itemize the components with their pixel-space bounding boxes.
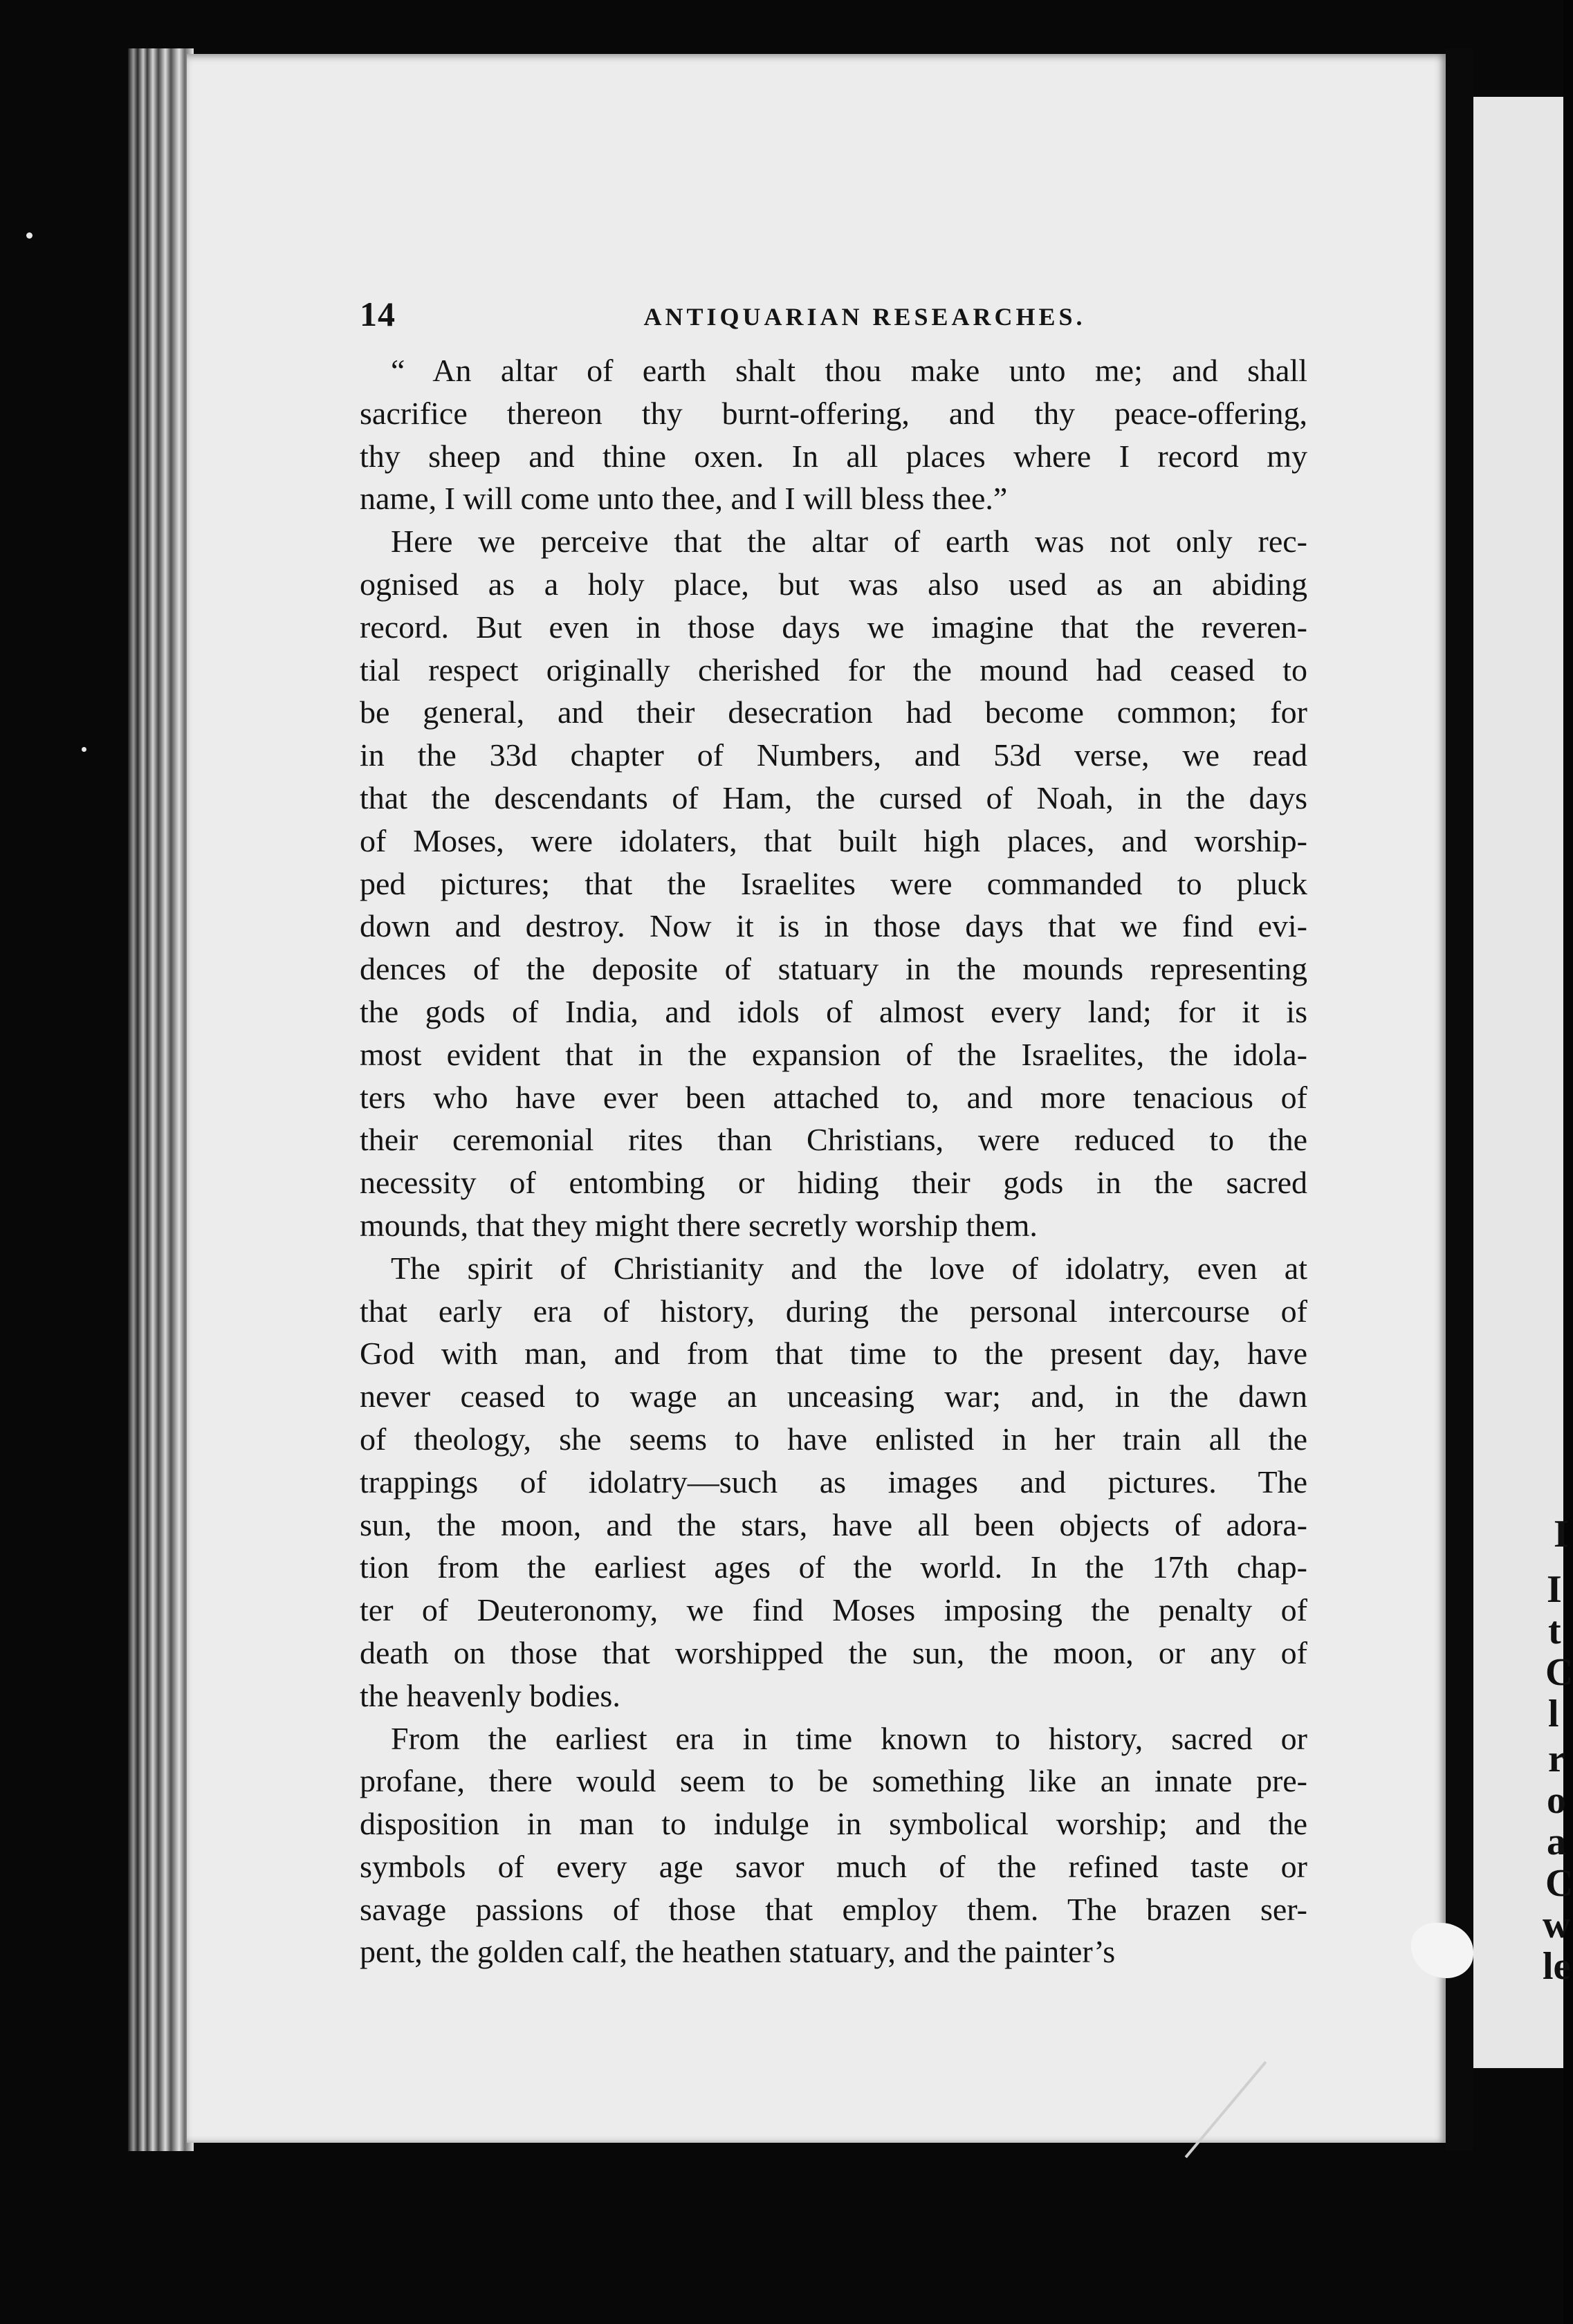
text-line: sacrifice thereon thy burnt-offering, and thy peace-offering, [360, 395, 1307, 431]
text-line: name, I will come unto thee, and I will bless thee.” [360, 481, 1008, 517]
text-line: tion from the earliest ages of the world. In the 17th chap- [360, 1549, 1307, 1585]
text-line: dences of the deposite of statuary in the mounds representing [360, 951, 1307, 987]
text-line: that early era of history, during the personal intercourse of [360, 1293, 1307, 1329]
text-line: ter of Deuteronomy, we find Moses imposing the penalty of [360, 1592, 1307, 1628]
text-line: ters who have ever been attached to, and more tenacious of [360, 1079, 1307, 1115]
text-line: of theology, she seems to have enlisted in her train all the [360, 1421, 1307, 1457]
text-line: most evident that in the expansion of the Israelites, the idola- [360, 1036, 1307, 1072]
dust-speck [82, 747, 86, 752]
page-number: 14 [360, 295, 396, 333]
text-line: death on those that worshipped the sun, the moon, or any of [360, 1634, 1307, 1670]
facing-page-fragment: C [1545, 1651, 1573, 1694]
facing-page-edge [1473, 97, 1573, 2068]
dust-speck [26, 232, 33, 239]
text-line: symbols of every age savor much of the refined taste or [360, 1848, 1307, 1884]
facing-page-fragment: le [1543, 1945, 1571, 1988]
text-line: trappings of idolatry—such as images and pictures. The [360, 1464, 1307, 1500]
facing-page-fragment: r [1548, 1737, 1565, 1780]
text-line: pent, the golden calf, the heathen statuary, and the painter’s [360, 1934, 1116, 1970]
text-line: God with man, and from that time to the present day, have [360, 1336, 1307, 1372]
text-line: The spirit of Christianity and the love of idolatry, even at [391, 1250, 1307, 1286]
text-line: profane, there would seem to be something like an innate pre- [360, 1763, 1307, 1799]
text-line: never ceased to wage an unceasing war; and, in the dawn [360, 1378, 1307, 1414]
page-header [360, 294, 1307, 349]
facing-page-fragment: o [1547, 1779, 1566, 1822]
paragraph [360, 1247, 1307, 1717]
running-head: ANTIQUARIAN RESEARCHES. [643, 303, 1086, 331]
facing-page-fragment: w [1543, 1903, 1571, 1946]
text-line: sun, the moon, and the stars, have all been objects of adora- [360, 1506, 1307, 1542]
text-line: the heavenly bodies. [360, 1677, 620, 1713]
facing-page-fragment: a [1547, 1820, 1566, 1863]
text-line: of Moses, were idolaters, that built high places, and worship- [360, 822, 1307, 858]
text-line: in the 33d chapter of Numbers, and 53d verse, we read [360, 737, 1307, 773]
facing-page-fragment: l [1548, 1693, 1559, 1735]
facing-page-fragment: I [1554, 1513, 1569, 1556]
text-line: savage passions of those that employ them. The brazen ser- [360, 1891, 1307, 1927]
page-text [360, 294, 1307, 1973]
text-line: record. But even in those days we imagine that the reveren- [360, 609, 1307, 645]
text-line: Here we perceive that the altar of earth was not only rec- [391, 524, 1307, 560]
text-line: that the descendants of Ham, the cursed of Noah, in the days [360, 780, 1307, 815]
text-line: From the earliest era in time known to history, sacred or [391, 1720, 1307, 1756]
page-gap [1446, 48, 1473, 2151]
text-line: tial respect originally cherished for the mound had ceased to [360, 652, 1307, 688]
facing-page-fragment: I [1547, 1568, 1562, 1611]
text-line: their ceremonial rites than Christians, were reduced to the [360, 1122, 1307, 1158]
text-line: thy sheep and thine oxen. In all places where I record my [360, 438, 1307, 474]
text-line: down and destroy. Now it is in those days that we find evi- [360, 908, 1307, 944]
text-line: ped pictures; that the Israelites were commanded to pluck [360, 865, 1307, 901]
text-line: mounds, that they might there secretly worship them. [360, 1207, 1038, 1243]
text-line: ognised as a holy place, but was also used as an abiding [360, 566, 1307, 602]
text-line: be general, and their desecration had become common; for [360, 694, 1307, 730]
facing-page-fragment: C [1545, 1862, 1573, 1905]
facing-page-fragment: t [1548, 1610, 1561, 1652]
text-line: “ An altar of earth shalt thou make unto me; and shall [391, 353, 1307, 388]
text-line: necessity of entombing or hiding their gods in the sacred [360, 1165, 1307, 1201]
paragraph [360, 349, 1307, 520]
body-text [360, 349, 1307, 1973]
paragraph [360, 520, 1307, 1247]
text-line: the gods of India, and idols of almost every land; for it is [360, 993, 1307, 1029]
paragraph [360, 1717, 1307, 1974]
book-gutter [128, 48, 194, 2151]
text-line: disposition in man to indulge in symbolical worship; and the [360, 1806, 1307, 1842]
